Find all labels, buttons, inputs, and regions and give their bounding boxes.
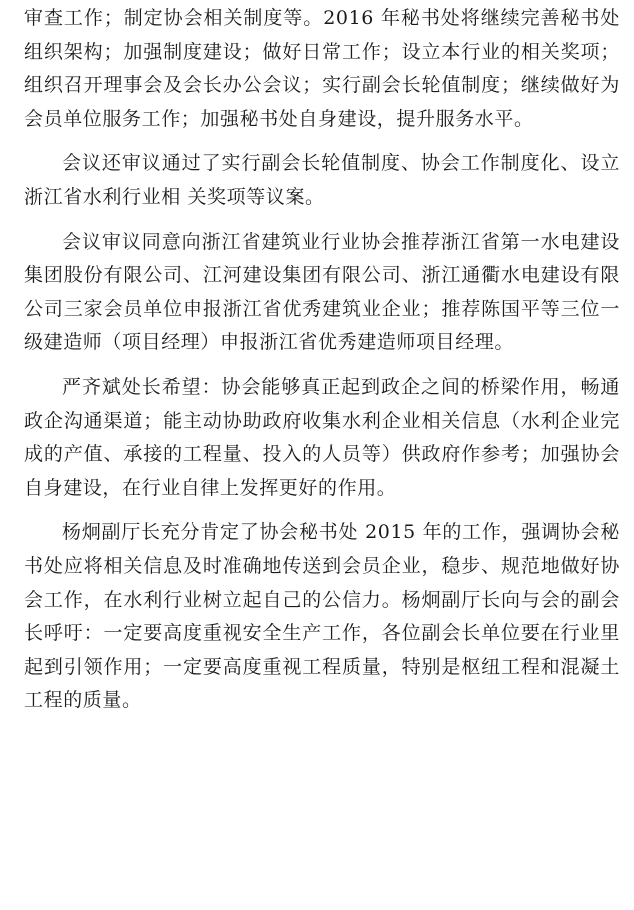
- paragraph-work-plan: 审查工作；制定协会相关制度等。2016 年秘书处将继续完善秘书处组织架构；加强制度建设；做好日常工作；设立本行业的相关奖项；组织召开理事会及会长办公会议；实行副会长轮值制度；继续做好为会员单位服务工作；加强秘书处自身建设，提升服务水平。: [24, 7, 620, 130]
- paragraph-resolutions: 会议还审议通过了实行副会长轮值制度、协会工作制度化、设立浙江省水利行业相 关奖项等议案。: [24, 152, 620, 208]
- paragraph-recommendations: 会议审议同意向浙江省建筑业行业协会推荐浙江省第一水电建设集团股份有限公司、江河建设集团有限公司、浙江通衢水电建设有限公司三家会员单位申报浙江省优秀建筑业企业；推荐陈国平等三位一级建造师（项目经理）申报浙江省优秀建造师项目经理。: [24, 230, 620, 354]
- paragraph-yan-qibin-remarks: 严齐斌处长希望：协会能够真正起到政企之间的桥梁作用，畅通政企沟通渠道；能主动协助政府收集水利企业相关信息（水利企业完成的产值、承接的工程量、投入的人员等）供政府作参考；加强协会自身建设，在行业自律上发挥更好的作用。: [24, 375, 620, 499]
- paragraph-yang-jiong-remarks: 杨炯副厅长充分肯定了协会秘书处 2015 年的工作，强调协会秘书处应将相关信息及时准确地传送到会员企业，稳步、规范地做好协会工作，在水利行业树立起自己的公信力。杨炯副厅长向与会的副会长呼吁：一定要高度重视安全生产工作，各位副会长单位要在行业里起到引领作用；一定要高度重视工程质量，特别是枢纽工程和混凝土工程的质量。: [24, 521, 620, 712]
